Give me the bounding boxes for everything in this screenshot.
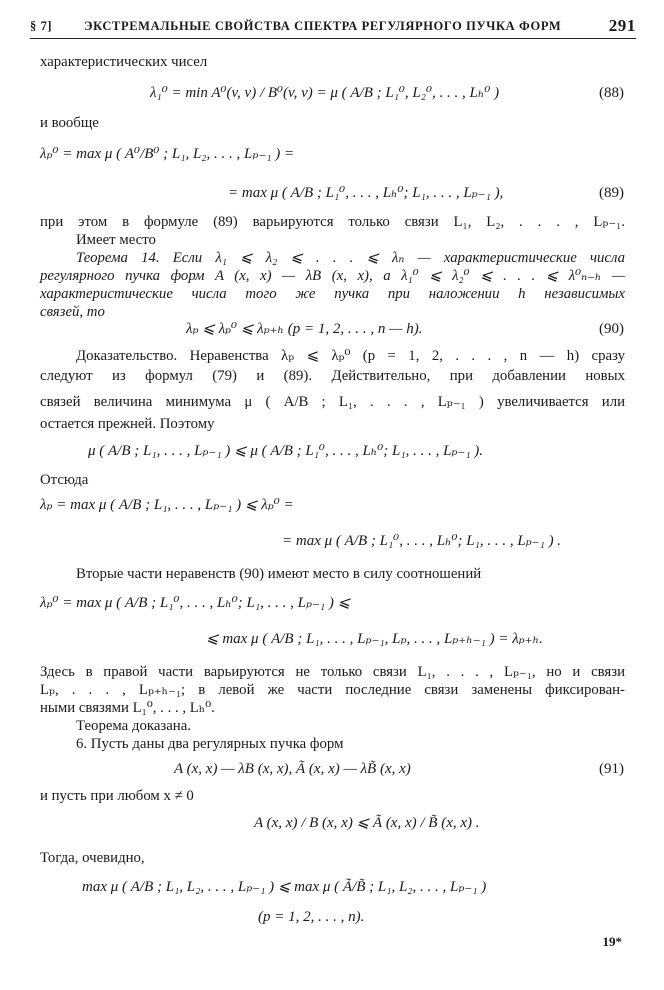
- formula-91: A (x, x) — λB (x, x), Ã (x, x) — λB̃ (x, x): [174, 761, 411, 777]
- theorem-14-line: связей, то: [40, 304, 105, 320]
- text-line: Здесь в правой части варьируются не только связи L₁, . . . , Lₚ₋₁, но и связи: [40, 664, 625, 680]
- equation-number-90: (90): [599, 321, 624, 337]
- text-line: и пусть при любом x ≠ 0: [40, 788, 194, 804]
- formula-89-line1: λₚ⁰ = max μ ( A⁰/B⁰ ; L₁, L₂, . . . , Lₚ₋₁ ) =: [40, 146, 295, 162]
- proof-line: Доказательство. Неравенства λₚ ⩽ λₚ⁰ (p = 1, 2, . . . , n — h) сразу: [76, 348, 625, 364]
- theorem-14-line: характеристические числа того же пучка при наложении h независимых: [40, 286, 625, 302]
- formula-second-part-line1: λₚ⁰ = max μ ( A/B ; L₁⁰, . . . , Lₕ⁰; L₁, . . . , Lₚ₋₁ ) ⩽: [40, 595, 351, 611]
- formula-p-range: (p = 1, 2, . . . , n).: [258, 909, 365, 925]
- proof-line: следуют из формул (79) и (89). Действительно, при добавлении новых: [40, 368, 625, 384]
- formula-inequality: μ ( A/B ; L₁, . . . , Lₚ₋₁ ) ⩽ μ ( A/B ; L₁⁰, . . . , Lₕ⁰; L₁, . . . , Lₚ₋₁ ).: [88, 443, 484, 459]
- equation-number-89: (89): [599, 185, 624, 201]
- equation-number-91: (91): [599, 761, 624, 777]
- section-mark: § 7]: [30, 19, 53, 33]
- formula-second-part-line2: ⩽ max μ ( A/B ; L₁, . . . , Lₚ₋₁, Lₚ, . . . , Lₚ₊ₕ₋₁ ) = λₚ₊ₕ.: [206, 631, 543, 647]
- text-line: Теорема доказана.: [76, 718, 191, 734]
- text-line: Тогда, очевидно,: [40, 850, 145, 866]
- equation-number-88: (88): [599, 85, 624, 101]
- formula-lambda-p-line2: = max μ ( A/B ; L₁⁰, . . . , Lₕ⁰; L₁, . . . , Lₚ₋₁ ) .: [282, 533, 562, 549]
- formula-90: λₚ ⩽ λₚ⁰ ⩽ λₚ₊ₕ (p = 1, 2, . . . , n — h).: [186, 321, 423, 337]
- text-line: Вторые части неравенств (90) имеют место в силу соотношений: [76, 566, 482, 582]
- proof-line: остается прежней. Поэтому: [40, 416, 215, 432]
- running-title: ЭКСТРЕМАЛЬНЫЕ СВОЙСТВА СПЕКТРА РЕГУЛЯРНОГО ПУЧКА ФОРМ: [84, 19, 562, 33]
- formula-88: λ₁⁰ = min A⁰(v, v) / B⁰(v, v) = μ ( A/B ; L₁⁰, L₂⁰, . . . , Lₕ⁰ ): [150, 85, 500, 101]
- text-line: Имеет место: [76, 232, 156, 248]
- proof-line: связей величина минимума μ ( A/B ; L₁, . . . , Lₚ₋₁ ) увеличивается или: [40, 394, 625, 410]
- signature-folio: 19*: [602, 934, 622, 949]
- text-line: и вообще: [40, 115, 99, 131]
- formula-89-line2: = max μ ( A/B ; L₁⁰, . . . , Lₕ⁰; L₁, . . . , Lₚ₋₁ ),: [228, 185, 504, 201]
- page-number: 291: [608, 16, 636, 35]
- running-header: [30, 16, 636, 39]
- text-line: Lₚ, . . . , Lₚ₊ₕ₋₁; в левой же части последние связи заменены фиксирован-: [40, 682, 625, 698]
- text-line: ными связями L₁⁰, . . . , Lₕ⁰.: [40, 700, 215, 716]
- text-line: Отсюда: [40, 472, 89, 488]
- theorem-14-line: Теорема 14. Если λ₁ ⩽ λ₂ ⩽ . . . ⩽ λₙ — характеристические числа: [76, 250, 625, 266]
- formula-max-mu: max μ ( A/B ; L₁, L₂, . . . , Lₚ₋₁ ) ⩽ max μ ( Ã/B̃ ; L₁, L₂, . . . , Lₚ₋₁ ): [82, 879, 487, 895]
- formula-ratio-inequality: A (x, x) / B (x, x) ⩽ Ã (x, x) / B̃ (x, x) .: [254, 815, 480, 831]
- text-line: характеристических чисел: [40, 54, 208, 70]
- theorem-14-line: регулярного пучка форм A (x, x) — λB (x, x), а λ₁⁰ ⩽ λ₂⁰ ⩽ . . . ⩽ λ⁰ₙ₋ₕ —: [40, 268, 625, 284]
- formula-lambda-p-line1: λₚ = max μ ( A/B ; L₁, . . . , Lₚ₋₁ ) ⩽ λₚ⁰ =: [40, 497, 294, 513]
- text-line: 6. Пусть даны два регулярных пучка форм: [76, 736, 344, 752]
- text-line: при этом в формуле (89) варьируются только связи L₁, L₂, . . . , Lₚ₋₁.: [40, 214, 625, 230]
